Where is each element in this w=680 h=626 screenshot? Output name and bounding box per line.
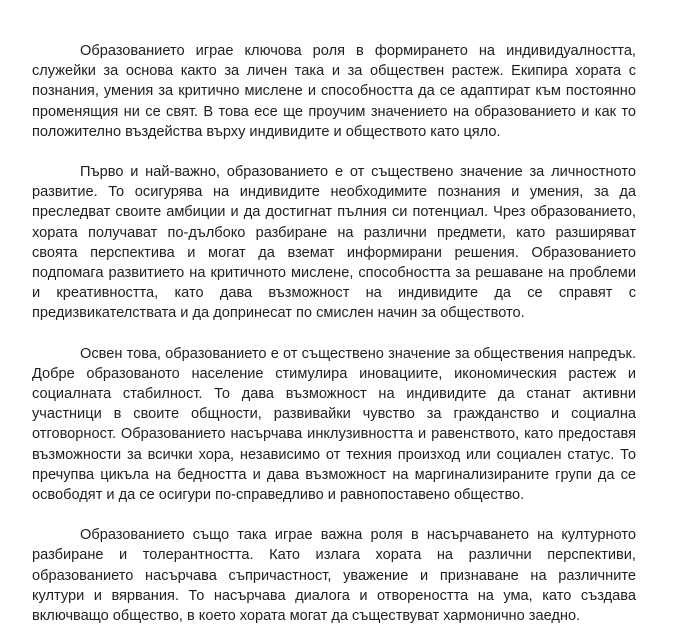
paragraph-personal-development: Първо и най-важно, образованието е от съществено значение за личностното развитие. То осигурява на индивидите необходимите познания и умения, за да преследват своите амбиции и да достигнат пълния си потенциал. Чрез образованието, хората получават по-дълбоко разбиране на различни предмети, като разширяват своята перспектива и могат да вземат информирани решения. Образованието подпомага развитието на критичното мислене, способността за решаване на проблеми и креативността, като дава възможност на индивидите да се справят с предизвикателствата и да допринесат по смислен начин за обществото. (32, 164, 636, 322)
paragraph-social-progress: Освен това, образованието е от съществено значение за обществения напредък. Добре образованото население стимулира иновациите, икономическия растеж и социалната стабилност. То дава възможност на индивидите да станат активни участници в своите общности, развивайки чувство за гражданство и социална отговорност. Образованието насърчава инклузивността и равенството, като предоставя възможности за всички хора, независимо от техния произход или социален статус. То пречупва цикъла на бедността и дава възможност на маргинализираните групи да се освободят и да се осигури по-справедливо и равнопоставено общество. (32, 345, 636, 504)
paragraph-cultural-understanding: Образованието също така играе важна роля в насърчаването на културното разбиране и толерантността. Като излага хората на различни перспективи, образованието насърчава съпричастност, уважение и признаване на различните култури и вярвания. То насърчава диалога и отвореността на ума, като създава включващо общество, в което хората могат да съществуват хармонично заедно. (32, 527, 636, 625)
paragraph-introduction: Образованието играе ключова роля в формирането на индивидуалността, служейки за основа както за личен така и за обществен растеж. Екипира хората с познания, умения за критично мислене и способността да се адаптират към постоянно променящия ни се свят. В това есе ще проучим значението на образованието и как то положително въздейства върху индивидите и обществото като цяло. (32, 43, 636, 140)
essay-body (32, 41, 636, 626)
